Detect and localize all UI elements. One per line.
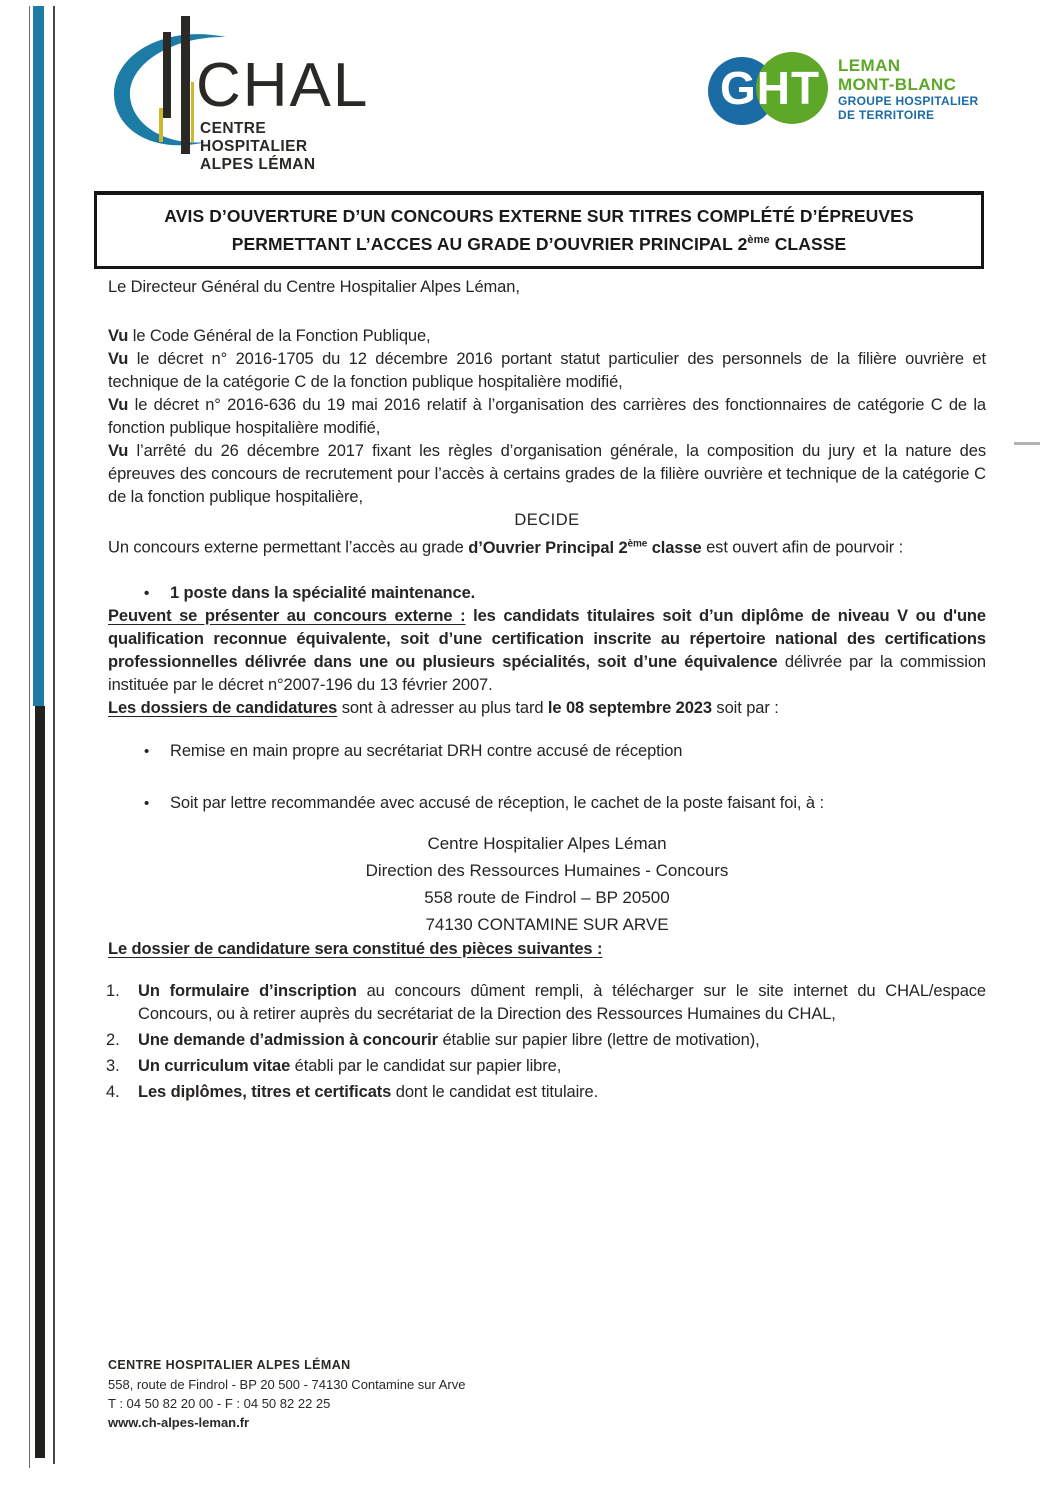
dossiers-paragraph	[108, 697, 986, 720]
piece-number: 3.	[106, 1056, 120, 1075]
vu-item	[108, 394, 986, 440]
ght-descriptor-line2: DE TERRITOIRE	[838, 108, 935, 122]
piece-number: 4.	[106, 1082, 120, 1101]
director-line: Le Directeur Général du Centre Hospitalier Alpes Léman,	[108, 278, 520, 296]
chal-subtitle-line1: CENTRE HOSPITALIER	[200, 120, 308, 155]
footer-hospital-name: CENTRE HOSPITALIER ALPES LÉMAN	[108, 1358, 351, 1372]
submission-option: • Remise en main propre au secrétariat DRH contre accusé de réception	[170, 740, 986, 763]
ght-region-line2: MONT-BLANC	[838, 75, 957, 94]
mailing-address-line: Direction des Ressources Humaines - Concours	[365, 860, 729, 880]
ght-region-line1: LEMAN	[838, 56, 901, 75]
piece-number: 2.	[106, 1030, 120, 1049]
vu-label: Vu	[108, 442, 129, 460]
piece-item	[108, 1081, 986, 1104]
dossiers-lead: Les dossiers de candidatures	[108, 698, 338, 717]
vu-label: Vu	[108, 396, 129, 414]
dossiers-deadline: le 08 septembre 2023	[547, 698, 712, 717]
notice-title-line2-text: PERMETTANT L’ACCES AU GRADE D’OUVRIER PRINCIPAL 2	[231, 233, 748, 254]
post-list	[108, 582, 986, 605]
post-item: • 1 poste dans la spécialité maintenance.	[170, 582, 986, 605]
vu-label: Vu	[108, 350, 129, 368]
document-footer	[108, 1356, 465, 1432]
mailing-address-line: 558 route de Findrol – BP 20500	[424, 887, 670, 907]
decision-grade-end: classe	[647, 538, 702, 557]
ght-logo	[708, 50, 1008, 150]
piece-item	[108, 1029, 986, 1052]
submission-option: • Soit par lettre recommandée avec accusé de réception, le cachet de la poste faisant foi, à :	[170, 792, 986, 815]
notice-title-ordinal: ème	[747, 234, 770, 246]
scan-edge-line-inner	[53, 6, 55, 1464]
vu-item	[108, 440, 986, 509]
decision-grade	[468, 539, 701, 557]
vu-text: l’arrêté du 26 décembre 2017 fixant les règles d’organisation générale, la composition du jury et la nature des épreuves des concours de recrutement pour l’accès à certains grades de la filière ouvrière et technique de la catégorie C de la fonction publique hospitalière,	[108, 442, 986, 506]
eligibility-paragraph	[108, 605, 986, 697]
decision-grade-text: d’Ouvrier Principal 2	[468, 538, 628, 557]
eligibility-lead: Peuvent se présenter au concours externe :	[108, 606, 466, 625]
chal-acronym: CHAL	[196, 51, 370, 120]
vu-text: le décret n° 2016-636 du 19 mai 2016 relatif à l’organisation des carrières des fonctionnaires de catégorie C de la fonction publique hospitalière modifié,	[108, 396, 986, 437]
scan-artifact-dash	[1014, 442, 1040, 445]
legal-references	[108, 325, 986, 509]
footer-phone: T : 04 50 82 20 00 - F : 04 50 82 22 25	[108, 1396, 331, 1411]
scan-stripe-black	[35, 706, 45, 1458]
mailing-address-line: Centre Hospitalier Alpes Léman	[427, 833, 667, 853]
scan-edge-line	[29, 6, 30, 1468]
piece-bold: Une demande d’admission à concourir	[138, 1030, 438, 1049]
decide-heading: DECIDE	[514, 511, 580, 529]
dossiers-text-end: soit par :	[711, 698, 779, 717]
piece-text: au concours dûment rempli, à télécharger sur le site internet du CHAL/espace Concours, ou à retirer auprès du secrétariat de la Direction des Ressources Humaines du CHAL,	[138, 981, 987, 1023]
notice-title-box	[94, 191, 984, 269]
vu-text: le Code Général de la Fonction Publique,	[128, 327, 431, 345]
vu-item	[108, 325, 986, 348]
decision-text-end: est ouvert afin de pourvoir :	[701, 538, 904, 557]
piece-bold: Les diplômes, titres et certificats	[138, 1082, 392, 1101]
vu-label: Vu	[108, 327, 129, 345]
piece-text: dont le candidat est titulaire.	[391, 1082, 599, 1101]
scan-stripe-blue	[33, 6, 44, 706]
eligibility-bold-text: les candidats titulaires soit d’un diplôme de niveau V ou d'une qualification reconnue équivalente, soit d’une certification inscrite au répertoire national des certifications professionnelles délivrée dans une ou plusieurs spécialités, soit d’une équivalence	[108, 606, 986, 671]
submission-options	[108, 740, 986, 815]
piece-bold: Un curriculum vitae	[138, 1056, 291, 1075]
ght-wordmark	[838, 56, 979, 122]
ght-descriptor-line1: GROUPE HOSPITALIER	[838, 94, 979, 108]
notice-title-line2-end: CLASSE	[769, 233, 847, 254]
footer-address: 558, route de Findrol - BP 20 500 - 74130 Contamine sur Arve	[108, 1377, 466, 1392]
document-body	[108, 276, 986, 1107]
notice-title-line2	[123, 228, 955, 256]
piece-number: 1.	[106, 981, 120, 1000]
vu-text: le décret n° 2016-1705 du 12 décembre 2016 portant statut particulier des personnels de la filière ouvrière et technique de la catégorie C de la fonction publique hospitalière modifié,	[108, 350, 986, 391]
chal-subtitle	[200, 120, 376, 174]
pieces-heading: Le dossier de candidature sera constitué des pièces suivantes :	[108, 939, 603, 958]
footer-website: www.ch-alpes-leman.fr	[108, 1415, 250, 1430]
mailing-address-line: 74130 CONTAMINE SUR ARVE	[425, 914, 669, 934]
mailing-address	[108, 830, 986, 938]
pieces-list	[108, 980, 986, 1104]
piece-item	[108, 1055, 986, 1078]
notice-title-line1: AVIS D’OUVERTURE D’UN CONCOURS EXTERNE SUR TITRES COMPLÉTÉ D’ÉPREUVES	[164, 206, 914, 226]
piece-text: établie sur papier libre (lettre de motivation),	[438, 1030, 760, 1049]
vu-item	[108, 348, 986, 394]
decision-text: Un concours externe permettant l’accès au grade	[108, 538, 469, 557]
chal-logo	[106, 12, 376, 173]
decision-grade-ordinal: ème	[627, 538, 648, 549]
decision-line	[108, 532, 986, 560]
ght-acronym: GHT	[719, 62, 821, 114]
dossiers-text: sont à adresser au plus tard	[337, 698, 548, 717]
chal-subtitle-line2: ALPES LÉMAN	[200, 156, 316, 173]
eligibility-text: délivrée par la commission instituée par le décret n°2007-196 du 13 février 2007.	[108, 652, 986, 694]
piece-bold: Un formulaire d’inscription	[138, 981, 357, 1000]
piece-text: établi par le candidat sur papier libre,	[290, 1056, 562, 1075]
piece-item	[108, 980, 986, 1026]
